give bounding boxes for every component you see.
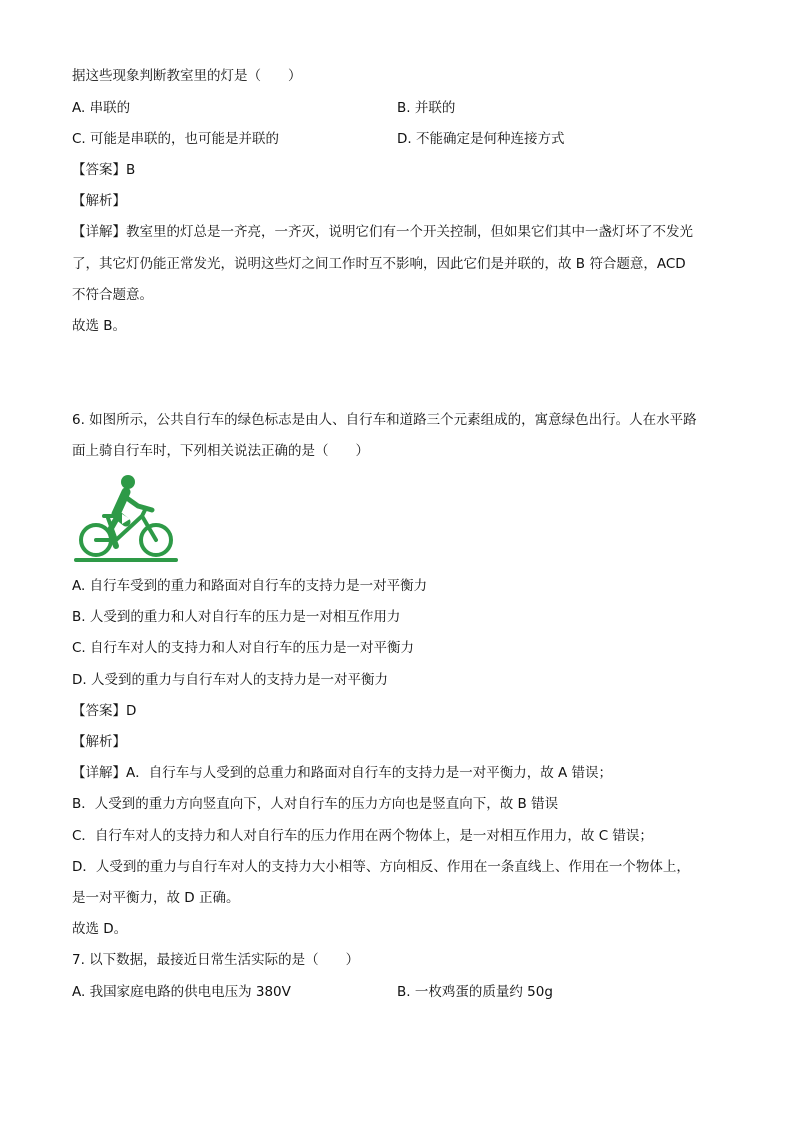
- q6-detail-line: 是一对平衡力，故 D 正确。: [72, 890, 240, 906]
- q5-analysis-label: 【解析】: [72, 193, 126, 209]
- q7-option-b: B. 一枚鸡蛋的质量约 50g: [397, 984, 553, 1000]
- q7-option-a: A. 我国家庭电路的供电电压为 380V: [72, 984, 291, 1000]
- q6-option-a: A. 自行车受到的重力和路面对自行车的支持力是一对平衡力: [72, 578, 428, 594]
- q5-option-d: D. 不能确定是何种连接方式: [397, 131, 565, 147]
- q5-option-c: C. 可能是串联的，也可能是并联的: [72, 131, 280, 147]
- q5-detail-line: 不符合题意。: [72, 287, 153, 303]
- q6-detail-line: C．自行车对人的支持力和人对自行车的压力作用在两个物体上，是一对相互作用力，故 C 错误；: [72, 828, 653, 844]
- q6-analysis-label: 【解析】: [72, 734, 126, 750]
- q6-option-d: D. 人受到的重力与自行车对人的支持力是一对平衡力: [72, 672, 388, 688]
- q6-detail-line: D．人受到的重力与自行车对人的支持力大小相等、方向相反、作用在一条直线上、作用在一个物体上，: [72, 859, 690, 875]
- q6-detail-line: B．人受到的重力方向竖直向下，人对自行车的压力方向也是竖直向下，故 B 错误: [72, 796, 559, 812]
- q5-detail-line: 【详解】教室里的灯总是一齐亮，一齐灭，说明它们有一个开关控制，但如果它们其中一盏灯坏了不发光: [72, 224, 693, 240]
- q5-option-b: B. 并联的: [397, 100, 456, 116]
- q5-option-a: A. 串联的: [72, 100, 131, 116]
- q5-answer: 【答案】B: [72, 162, 136, 178]
- bicycle-logo-icon: [72, 472, 180, 564]
- q6-conclusion: 故选 D。: [72, 921, 128, 937]
- q6-stem-line: 6. 如图所示，公共自行车的绿色标志是由人、自行车和道路三个元素组成的，寓意绿色出行。人在水平路: [72, 412, 697, 428]
- q6-option-c: C. 自行车对人的支持力和人对自行车的压力是一对平衡力: [72, 640, 415, 656]
- q6-stem-line: 面上骑自行车时，下列相关说法正确的是（ ）: [72, 443, 369, 459]
- q5-detail-line: 了，其它灯仍能正常发光，说明这些灯之间工作时互不影响，因此它们是并联的，故 B 符合题意，ACD: [72, 256, 686, 272]
- q7-stem: 7. 以下数据，最接近日常生活实际的是（ ）: [72, 952, 360, 968]
- q6-detail-line: 【详解】A．自行车与人受到的总重力和路面对自行车的支持力是一对平衡力，故 A 错误；: [72, 765, 613, 781]
- q6-option-b: B. 人受到的重力和人对自行车的压力是一对相互作用力: [72, 609, 401, 625]
- q5-conclusion: 故选 B。: [72, 318, 127, 334]
- q5-stem-tail: 据这些现象判断教室里的灯是（ ）: [72, 68, 302, 84]
- q6-answer: 【答案】D: [72, 703, 137, 719]
